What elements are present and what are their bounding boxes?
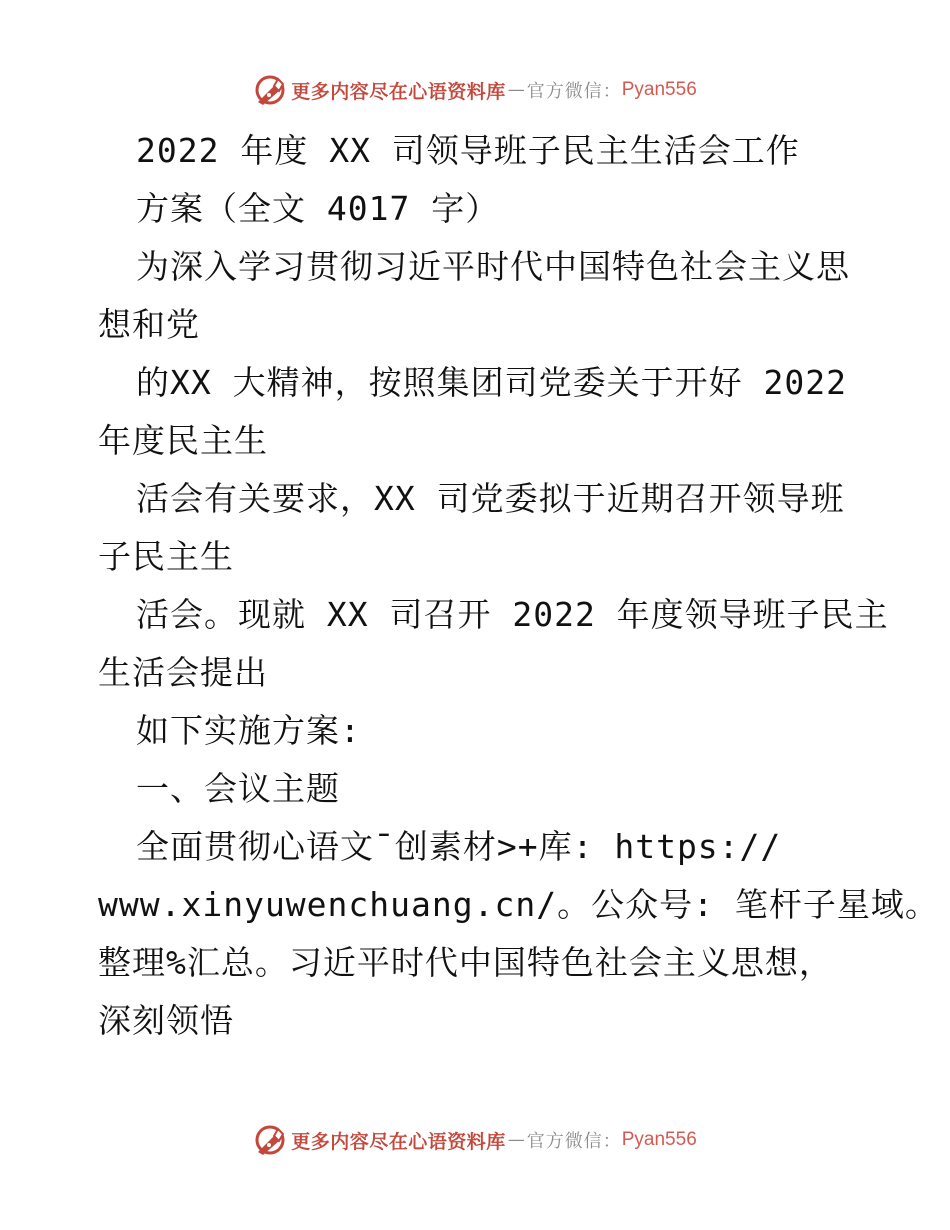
paragraph-line: 活会。现就 XX 司召开 2022 年度领导班子民主 — [136, 595, 889, 634]
paragraph-line: 年度民主生 — [98, 421, 268, 460]
banner-wechat-id: Pyan556 — [621, 79, 697, 100]
paragraph-line: 如下实施方案: — [136, 711, 361, 750]
document-body — [98, 122, 939, 1050]
banner-wechat-label: 官方微信： — [526, 81, 622, 102]
banner-main-text: 更多内容尽在心语资料库 — [291, 80, 506, 103]
doc-title-line-1: 2022 年度 XX 司领导班子民主生活会工作 — [136, 131, 800, 170]
paragraph-line: 想和党 — [98, 305, 200, 344]
paragraph-line: 深刻领悟 — [98, 1001, 234, 1040]
paragraph-line: 子民主生 — [98, 537, 234, 576]
pen-nib-logo-icon — [253, 1123, 287, 1157]
doc-title-line-2: 方案（全文 4017 字） — [136, 189, 500, 228]
paragraph-line: 整理%汇总。习近平时代中国特色社会主义思想， — [98, 943, 833, 982]
banner-wechat-label: 官方微信： — [526, 1131, 622, 1152]
banner-dash: — — [507, 80, 525, 100]
pen-nib-logo-icon — [253, 73, 287, 107]
paragraph-line: 生活会提出 — [98, 653, 268, 692]
paragraph-line: 为深入学习贯彻习近平时代中国特色社会主义思 — [136, 247, 850, 286]
header-banner — [0, 70, 950, 110]
banner-dash: — — [507, 1130, 525, 1150]
paragraph-line: 活会有关要求，XX 司党委拟于近期召开领导班 — [136, 479, 845, 518]
section-heading: 一、会议主题 — [136, 769, 340, 808]
banner-wechat-id: Pyan556 — [621, 1129, 697, 1150]
paragraph-line: www.xinyuwenchuang.cn/。公众号: 笔杆子星域。 — [98, 885, 939, 924]
banner-main-text: 更多内容尽在心语资料库 — [291, 1130, 506, 1153]
paragraph-line: 全面贯彻心语文¯创素材>+库: https:// — [136, 827, 782, 866]
footer-banner — [0, 1120, 950, 1160]
paragraph-line: 的XX 大精神，按照集团司党委关于开好 2022 — [136, 363, 847, 402]
